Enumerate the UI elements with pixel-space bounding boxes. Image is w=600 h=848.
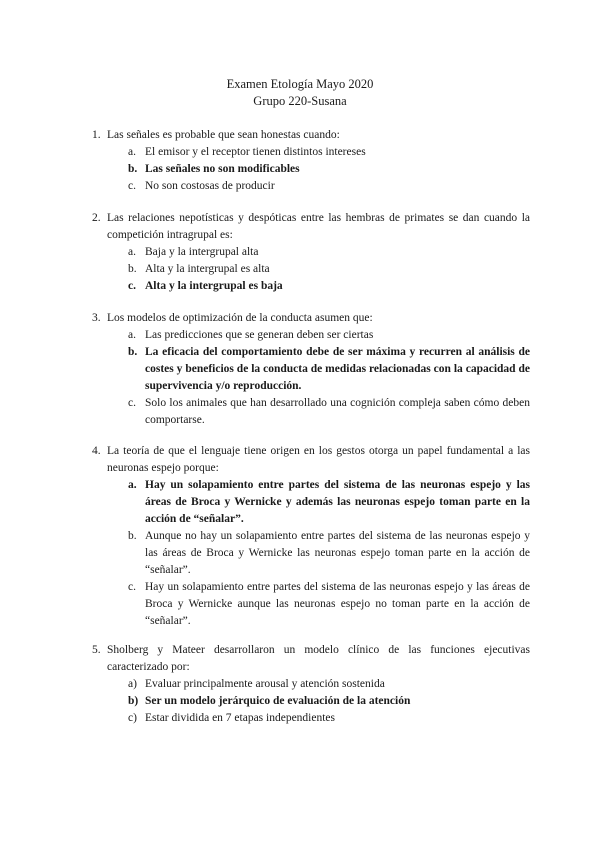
question-4 (92, 443, 530, 630)
option-letter: a) (128, 678, 137, 690)
option-b-correct (92, 344, 530, 395)
option-text: Alta y la intergrupal es alta (145, 263, 270, 275)
option-b (92, 528, 530, 579)
option-letter: b. (128, 263, 137, 275)
question-5 (92, 642, 530, 727)
option-c (92, 710, 530, 727)
option-letter: a. (128, 146, 136, 158)
options-list (92, 327, 530, 429)
question-number: 4. (92, 445, 101, 457)
option-text: Las señales no son modificables (145, 163, 300, 175)
option-letter: c. (128, 397, 136, 409)
option-text: Alta y la intergrupal es baja (145, 280, 283, 292)
option-text: La eficacia del comportamiento debe de ser máxima y recurren al análisis de costes y beneficios de la conducta de medidas relacionadas con la capacidad de supervivencia y/o reproducción. (145, 346, 530, 392)
option-text: Baja y la intergrupal alta (145, 246, 259, 258)
option-letter: c. (128, 180, 136, 192)
option-letter: b. (128, 530, 137, 542)
question-stem: La teoría de que el lenguaje tiene origen en los gestos otorga un papel fundamental a las neuronas espejo porque: (107, 445, 530, 474)
question-number: 3. (92, 312, 101, 324)
option-text: Las predicciones que se generan deben ser ciertas (145, 329, 374, 341)
question-stem: Los modelos de optimización de la conducta asumen que: (107, 312, 373, 324)
option-letter: c) (128, 712, 137, 724)
question-number: 1. (92, 129, 101, 141)
option-letter: a. (128, 479, 137, 491)
option-text: Ser un modelo jerárquico de evaluación de la atención (145, 695, 411, 707)
option-text: Solo los animales que han desarrollado una cognición compleja saben cómo deben comportarse. (145, 397, 530, 426)
option-letter: c. (128, 581, 136, 593)
option-letter: b. (128, 163, 138, 175)
option-a (92, 676, 530, 693)
exam-title: Examen Etología Mayo 2020 (226, 77, 374, 91)
option-c (92, 395, 530, 429)
option-text: Aunque no hay un solapamiento entre partes del sistema de las neuronas espejo y las áreas de Broca y Wernicke las neuronas espejo toman parte en la acción de “señalar”. (145, 530, 530, 576)
option-a (92, 244, 530, 261)
option-text: El emisor y el receptor tienen distintos intereses (145, 146, 366, 158)
option-text: Evaluar principalmente arousal y atención sostenida (145, 678, 385, 690)
options-list (92, 676, 530, 727)
question-number: 2. (92, 212, 101, 224)
option-b-correct (92, 161, 530, 178)
option-c-correct (92, 278, 530, 295)
question-number: 5. (92, 644, 101, 656)
options-list (92, 244, 530, 295)
option-c (92, 178, 530, 195)
question-2 (92, 210, 530, 295)
option-letter: b) (128, 695, 139, 707)
option-letter: b. (128, 346, 138, 358)
option-text: No son costosas de producir (145, 180, 275, 192)
option-b-correct (92, 693, 530, 710)
option-letter: a. (128, 329, 136, 341)
option-text: Estar dividida en 7 etapas independientes (145, 712, 336, 724)
option-letter: c. (128, 280, 136, 292)
question-stem: Sholberg y Mateer desarrollaron un modelo clínico de las funciones ejecutivas caracterizado por: (107, 644, 530, 673)
question-stem: Las relaciones nepotísticas y despóticas entre las hembras de primates se dan cuando la competición intragrupal es: (107, 212, 530, 241)
option-text: Hay un solapamiento entre partes del sistema de las neuronas espejo y las áreas de Broca y Wernicke y además las neuronas espejo toman parte en la acción de “señalar”. (145, 479, 530, 525)
question-3 (92, 310, 530, 429)
option-b (92, 261, 530, 278)
option-text: Hay un solapamiento entre partes del sistema de las neuronas espejo y las áreas de Broca y Wernicke aunque las neuronas espejo no toman parte en la acción de “señalar”. (145, 581, 530, 627)
option-a (92, 327, 530, 344)
question-1 (92, 127, 530, 195)
exam-group: Grupo 220-Susana (253, 94, 347, 108)
options-list (92, 144, 530, 195)
options-list (92, 477, 530, 630)
option-a-correct (92, 477, 530, 528)
option-c (92, 579, 530, 630)
option-letter: a. (128, 246, 136, 258)
option-a (92, 144, 530, 161)
question-stem: Las señales es probable que sean honestas cuando: (107, 129, 340, 141)
